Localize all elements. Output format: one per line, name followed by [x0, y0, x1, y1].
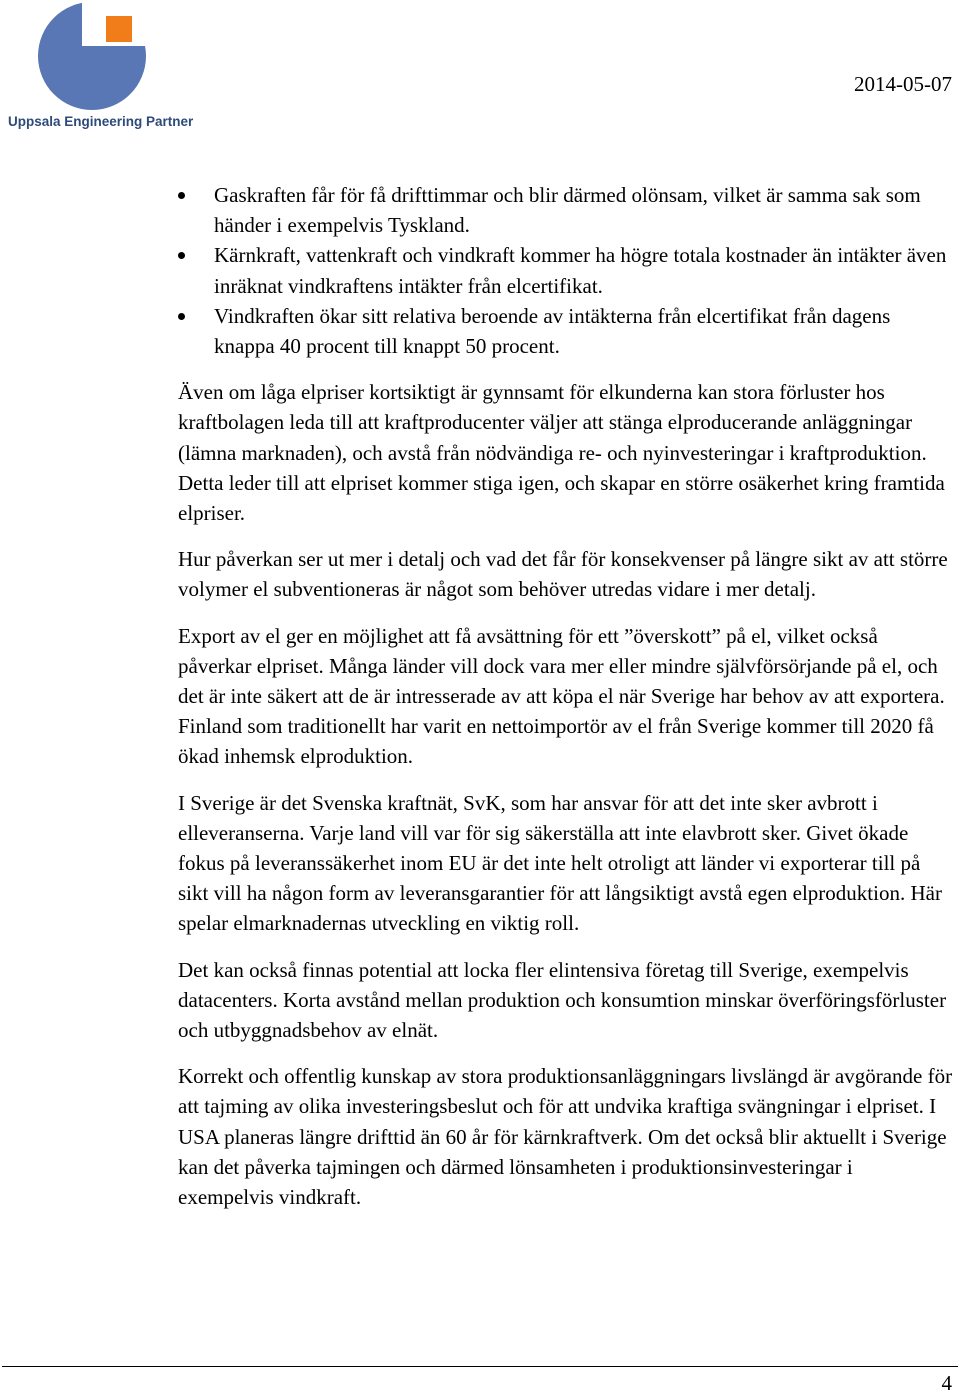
bullet-icon	[178, 313, 185, 320]
bullet-list	[178, 180, 953, 361]
paragraph-paverkan: Hur påverkan ser ut mer i detalj och vad det får för konsekvenser på längre sikt av att större volymer el subventioneras är något som behöver utredas vidare i mer detalj.	[178, 547, 948, 602]
page-number: 4	[941, 1371, 952, 1395]
bullet-text: Vindkraften ökar sitt relativa beroende av intäkterna från elcertifikat från dagens knappa 40 procent till knappt 50 procent.	[214, 303, 891, 359]
list-item	[178, 240, 953, 300]
paragraph-livslangd: Korrekt och offentlig kunskap av stora produktionsanläggningars livslängd är avgörande för att tajming av olika investeringsbeslut och för att undvika kraftiga svängningar i elpriset. I USA planeras längre drifttid än 60 år för kärnkraftverk. Om det också blir aktuellt i Sverige kan det påverka tajmingen och därmed lönsamheten i produktionsinvesteringar i exempelvis vindkraft.	[178, 1064, 953, 1210]
document-body	[178, 180, 953, 1228]
bullet-icon	[178, 192, 185, 199]
document-date: 2014-05-07	[854, 72, 952, 96]
list-item	[178, 180, 953, 240]
list-item	[178, 301, 953, 361]
paragraph-svk: I Sverige är det Svenska kraftnät, SvK, som har ansvar för att det inte sker avbrott i elleveranserna. Varje land vill var för sig säkerställa att inte elavbrott sker. Givet ökade fokus på leveranssäkerhet inom EU är det inte helt otroligt att länder vi exporterar till på sikt vill ha någon form av leveransgarantier för att långsiktigt avstå egen elproduktion. Här spelar elmarknadernas utveckling en viktig roll.	[178, 790, 942, 936]
logo-mark-icon	[6, 0, 176, 112]
paragraph-export: Export av el ger en möjlighet att få avsättning för ett ”överskott” på el, vilket också påverkar elpriset. Många länder vill dock vara mer eller mindre självförsörjande på el, och det är inte säkert att de är intresserade av att köpa el när Sverige har behov av att exportera. Finland som traditionellt har varit en nettoimportör av el från Sverige kommer till 2020 få ökad inhemsk elproduktion.	[178, 623, 945, 769]
logo-text: Uppsala Engineering Partner	[8, 114, 194, 129]
bullet-icon	[178, 252, 185, 259]
bullet-text: Gaskraften får för få drifttimmar och blir därmed olönsam, vilket är samma sak som händer i exempelvis Tyskland.	[214, 183, 921, 238]
footer-divider	[2, 1366, 958, 1367]
bullet-text: Kärnkraft, vattenkraft och vindkraft kommer ha högre totala kostnader än intäkter även inräknat vindkraftens intäkter från elcertifikat.	[214, 243, 947, 298]
paragraph-elpriser: Även om låga elpriser kortsiktigt är gynnsamt för elkunderna kan stora förluster hos kraftbolagen leda till att kraftproducenter väljer att stänga elproducerande anläggningar (lämna marknaden), och avstå från nödvändiga re- och nyinvesteringar i kraftproduktion. Detta leder till att elpriset kommer stiga igen, och skapar en större osäkerhet kring framtida elpriser.	[178, 380, 945, 526]
paragraph-datacenters: Det kan också finnas potential att locka fler elintensiva företag till Sverige, exempelvis datacenters. Korta avstånd mellan produktion och konsumtion minskar överföringsförluster och utbyggnadsbehov av elnät.	[178, 957, 947, 1043]
